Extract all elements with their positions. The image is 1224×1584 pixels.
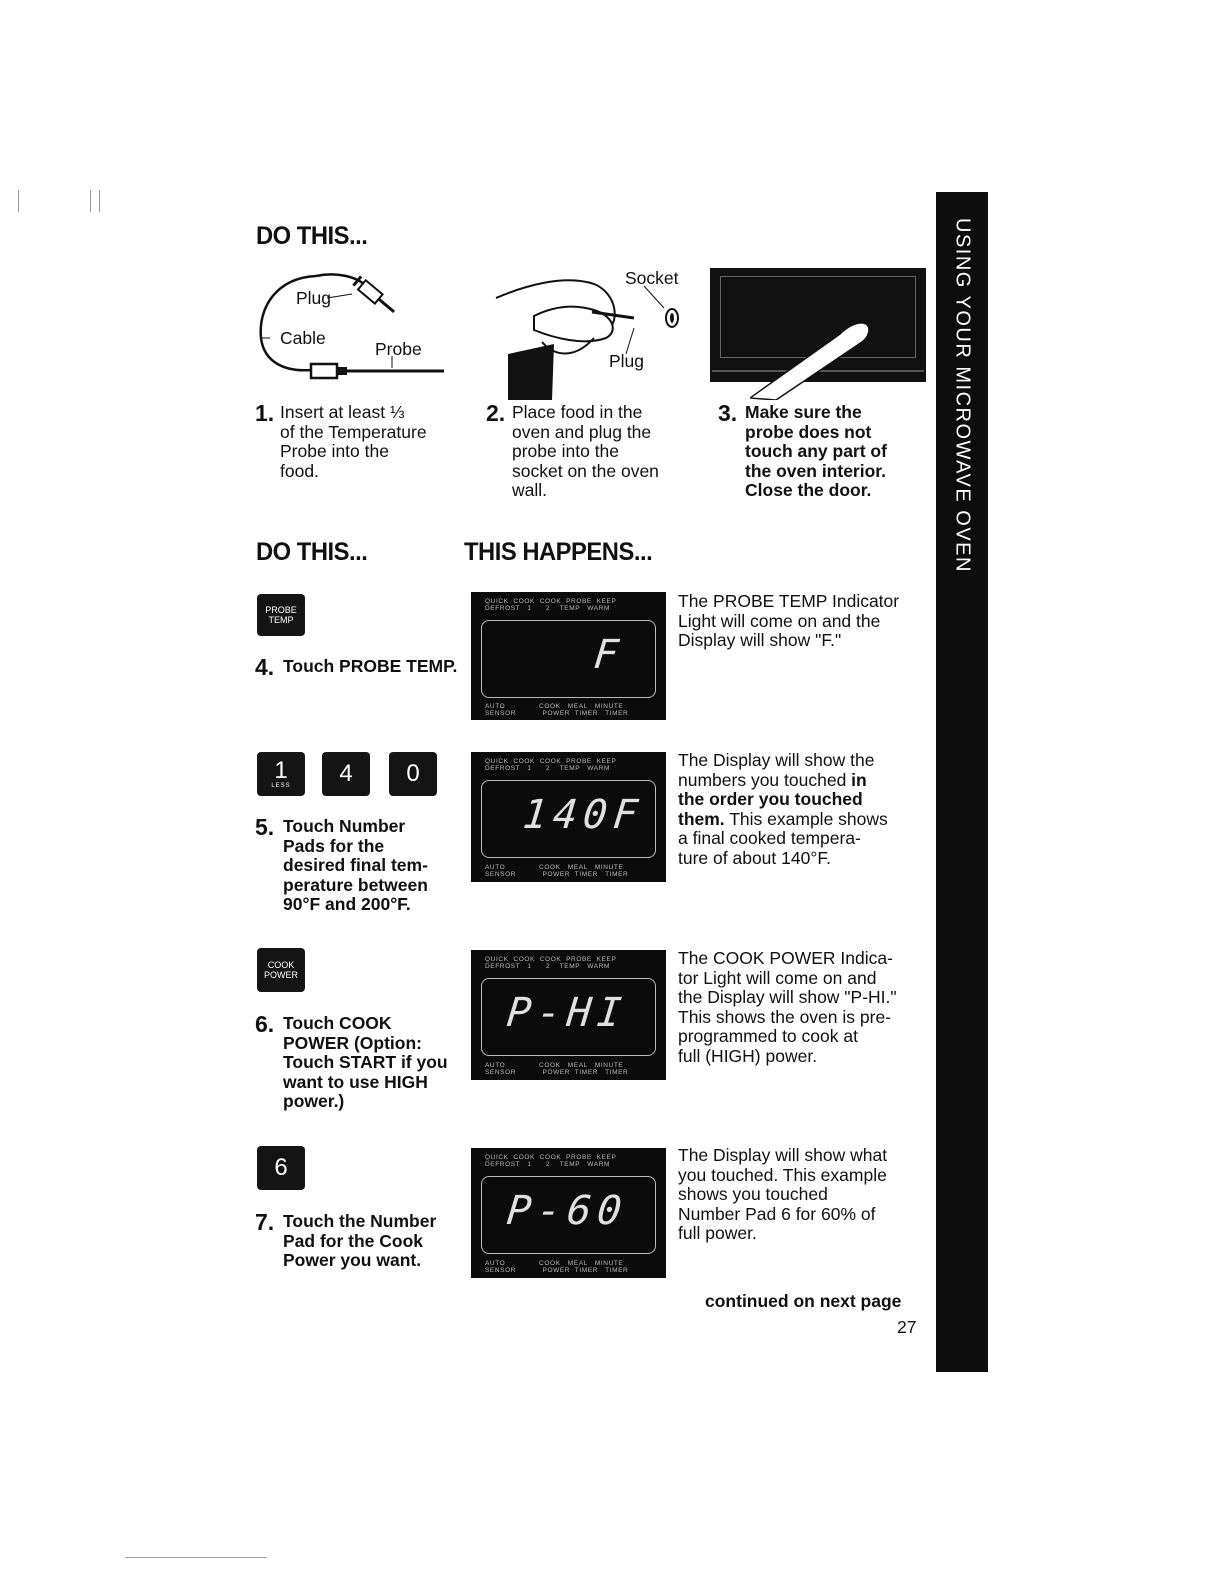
hand-plug-illustration bbox=[494, 276, 686, 400]
step5-text: Touch Number Pads for the desired final tem- perature between 90°F and 200°F. bbox=[283, 816, 428, 914]
step5-number: 5. bbox=[255, 814, 275, 840]
number-pad-1[interactable]: 1 LESS bbox=[257, 752, 305, 796]
step6-description: The COOK POWER Indica- tor Light will come on and the Display will show "P-HI." This shows the oven is pre- programmed to cook at full (HIGH) power. bbox=[678, 948, 897, 1066]
step2-text: Place food in the oven and plug the probe into the socket on the oven wall. bbox=[512, 402, 659, 500]
scan-mark bbox=[90, 190, 91, 212]
number-pad-0[interactable]: 0 bbox=[389, 752, 437, 796]
number-pad-4[interactable]: 4 bbox=[322, 752, 370, 796]
step7-text: Touch the Number Pad for the Cook Power you want. bbox=[283, 1211, 437, 1270]
step2-number: 2. bbox=[486, 400, 506, 426]
sidebar-title: USING YOUR MICROWAVE OVEN bbox=[951, 218, 974, 573]
display-step6: QUICK COOK COOK PROBE KEEP DEFROST 1 2 TEMP WARM P-HI AUTO COOK MEAL MINUTE SENSOR POWER TIMER TIMER bbox=[471, 950, 666, 1080]
label-plug: Plug bbox=[296, 288, 332, 308]
label-probe: Probe bbox=[375, 339, 422, 359]
scan-mark bbox=[18, 190, 19, 212]
cook-power-key[interactable]: COOK POWER bbox=[257, 948, 305, 992]
step1-number: 1. bbox=[255, 400, 275, 426]
label-socket: Socket bbox=[625, 268, 679, 288]
number-pad-6[interactable]: 6 bbox=[257, 1146, 305, 1190]
step4-number: 4. bbox=[255, 654, 275, 680]
section2-heading-right: THIS HAPPENS... bbox=[464, 538, 653, 566]
section2-heading-left: DO THIS... bbox=[256, 538, 368, 566]
scan-mark bbox=[99, 190, 100, 212]
step6-number: 6. bbox=[255, 1011, 275, 1037]
step3-text: Make sure the probe does not touch any part of the oven interior. Close the door. bbox=[745, 402, 887, 500]
step4-text: Touch PROBE TEMP. bbox=[283, 656, 458, 676]
step1-text: Insert at least ⅓ of the Temperature Probe into the food. bbox=[280, 402, 427, 481]
display-step4: QUICK COOK COOK PROBE KEEP DEFROST 1 2 TEMP WARM F AUTO COOK MEAL MINUTE SENSOR POWER TIMER TIMER bbox=[471, 592, 666, 720]
label-cable: Cable bbox=[280, 328, 326, 348]
display-reading: F bbox=[591, 632, 627, 678]
probe-temp-key[interactable]: PROBE TEMP bbox=[257, 594, 305, 636]
step7-description: The Display will show what you touched. This example shows you touched Number Pad 6 for 60% of full power. bbox=[678, 1145, 888, 1243]
display-step5: QUICK COOK COOK PROBE KEEP DEFROST 1 2 TEMP WARM 140F AUTO COOK MEAL MINUTE SENSOR POWER TIMER TIMER bbox=[471, 752, 666, 882]
scan-line bbox=[125, 1557, 267, 1558]
step5-description: The Display will show the numbers you touched in the order you touched them. This example shows a final cooked tempera- ture of about 140°F. bbox=[678, 750, 888, 868]
section1-heading: DO THIS... bbox=[256, 222, 368, 250]
display-step7: QUICK COOK COOK PROBE KEEP DEFROST 1 2 TEMP WARM P-60 AUTO COOK MEAL MINUTE SENSOR POWER TIMER TIMER bbox=[471, 1148, 666, 1278]
arm-illustration bbox=[750, 306, 880, 400]
step3-number: 3. bbox=[718, 400, 738, 426]
step6-text: Touch COOK POWER (Option: Touch START if you want to use HIGH power.) bbox=[283, 1013, 448, 1111]
step4-description: The PROBE TEMP Indicator Light will come on and the Display will show "F." bbox=[678, 591, 900, 650]
display-reading: 140F bbox=[520, 792, 646, 838]
label-plug-2: Plug bbox=[609, 351, 645, 371]
display-reading: P-60 bbox=[504, 1188, 630, 1234]
page-number: 27 bbox=[897, 1317, 917, 1337]
step7-number: 7. bbox=[255, 1209, 275, 1235]
continued-note: continued on next page bbox=[705, 1291, 902, 1311]
display-reading: P-HI bbox=[504, 990, 630, 1036]
